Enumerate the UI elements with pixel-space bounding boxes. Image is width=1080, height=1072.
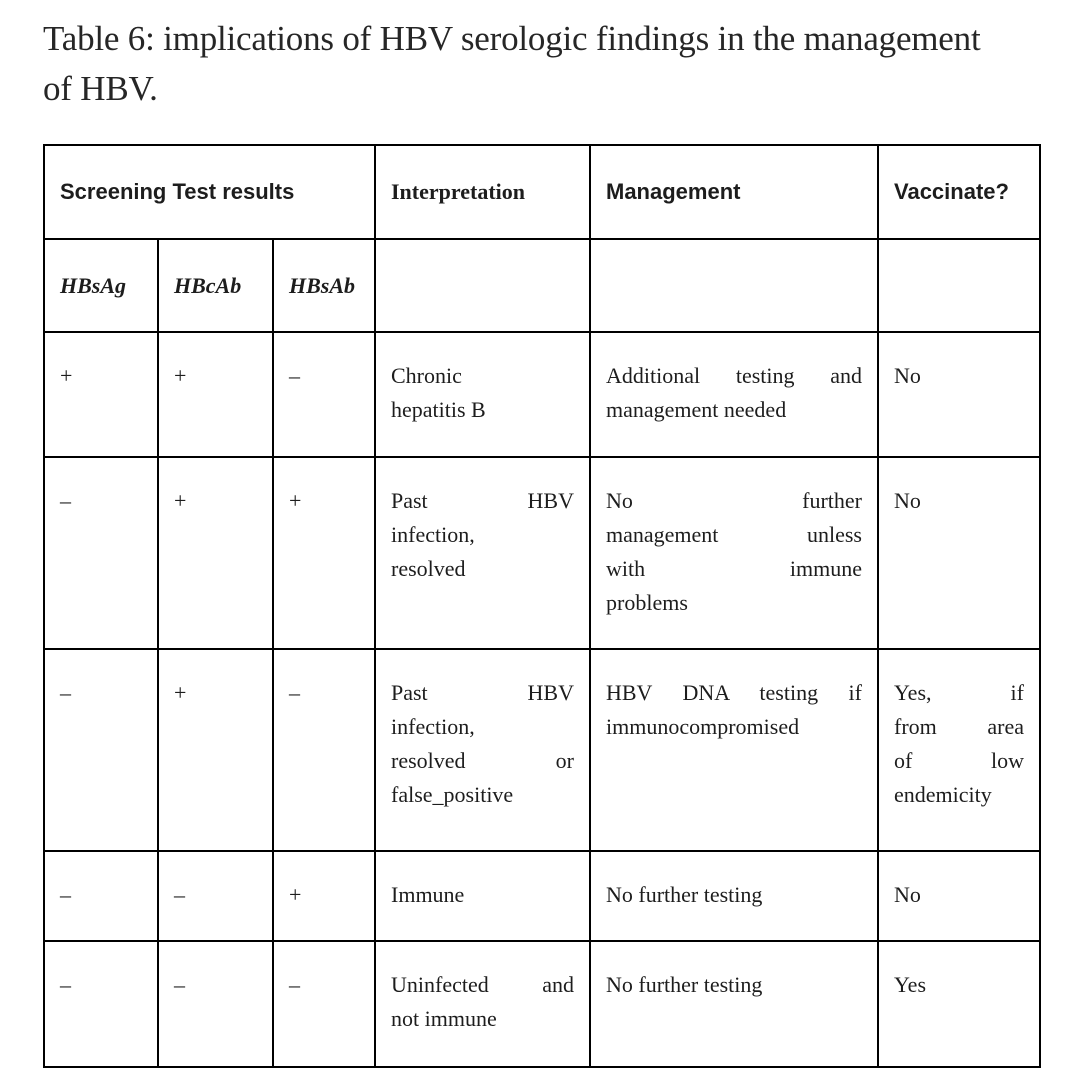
header-row (44, 145, 1040, 239)
cell-hbcab: + (158, 649, 273, 851)
header-screening-test-results: Screening Test results (44, 145, 375, 239)
cell-hbsab: + (273, 457, 375, 649)
hbv-serology-table (43, 144, 1041, 1068)
cell-interpretation: Chronic hepatitis B (375, 332, 590, 457)
cell-hbsag: – (44, 851, 158, 941)
cell-interpretation: Immune (375, 851, 590, 941)
cell-hbcab: + (158, 332, 273, 457)
cell-vaccinate: No (878, 851, 1040, 941)
cell-hbsag: – (44, 457, 158, 649)
cell-management: Additional testing and management needed (590, 332, 878, 457)
subheader-hbsag: HBsAg (44, 239, 158, 332)
subheader-blank-interpretation (375, 239, 590, 332)
table-row (44, 851, 1040, 941)
cell-vaccinate: No (878, 332, 1040, 457)
header-vaccinate: Vaccinate? (878, 145, 1040, 239)
cell-hbcab: + (158, 457, 273, 649)
table-row (44, 941, 1040, 1067)
subheader-blank-management (590, 239, 878, 332)
table-row (44, 332, 1040, 457)
cell-interpretation: Past HBV infection, resolved (375, 457, 590, 649)
cell-vaccinate: Yes (878, 941, 1040, 1067)
cell-hbsab: – (273, 649, 375, 851)
cell-management: HBV DNA testing if immunocompromised (590, 649, 878, 851)
cell-management: No further management unless with immune problems (590, 457, 878, 649)
table-row (44, 457, 1040, 649)
cell-vaccinate: Yes, if from area of low endemicity (878, 649, 1040, 851)
table-row (44, 649, 1040, 851)
subheader-hbcab: HBcAb (158, 239, 273, 332)
header-management: Management (590, 145, 878, 239)
subheader-hbsab: HBsAb (273, 239, 375, 332)
cell-hbcab: – (158, 941, 273, 1067)
cell-hbsag: – (44, 941, 158, 1067)
cell-hbsag: + (44, 332, 158, 457)
subheader-blank-vaccinate (878, 239, 1040, 332)
subheader-row (44, 239, 1040, 332)
header-interpretation: Interpretation (375, 145, 590, 239)
cell-interpretation: Uninfected and not immune (375, 941, 590, 1067)
cell-interpretation: Past HBV infection, resolved or false_positive (375, 649, 590, 851)
cell-management: No further testing (590, 941, 878, 1067)
cell-hbcab: – (158, 851, 273, 941)
cell-hbsag: – (44, 649, 158, 851)
cell-management: No further testing (590, 851, 878, 941)
cell-hbsab: – (273, 941, 375, 1067)
cell-vaccinate: No (878, 457, 1040, 649)
table-caption: Table 6: implications of HBV serologic findings in the management of HBV. (43, 19, 981, 108)
cell-hbsab: – (273, 332, 375, 457)
cell-hbsab: + (273, 851, 375, 941)
